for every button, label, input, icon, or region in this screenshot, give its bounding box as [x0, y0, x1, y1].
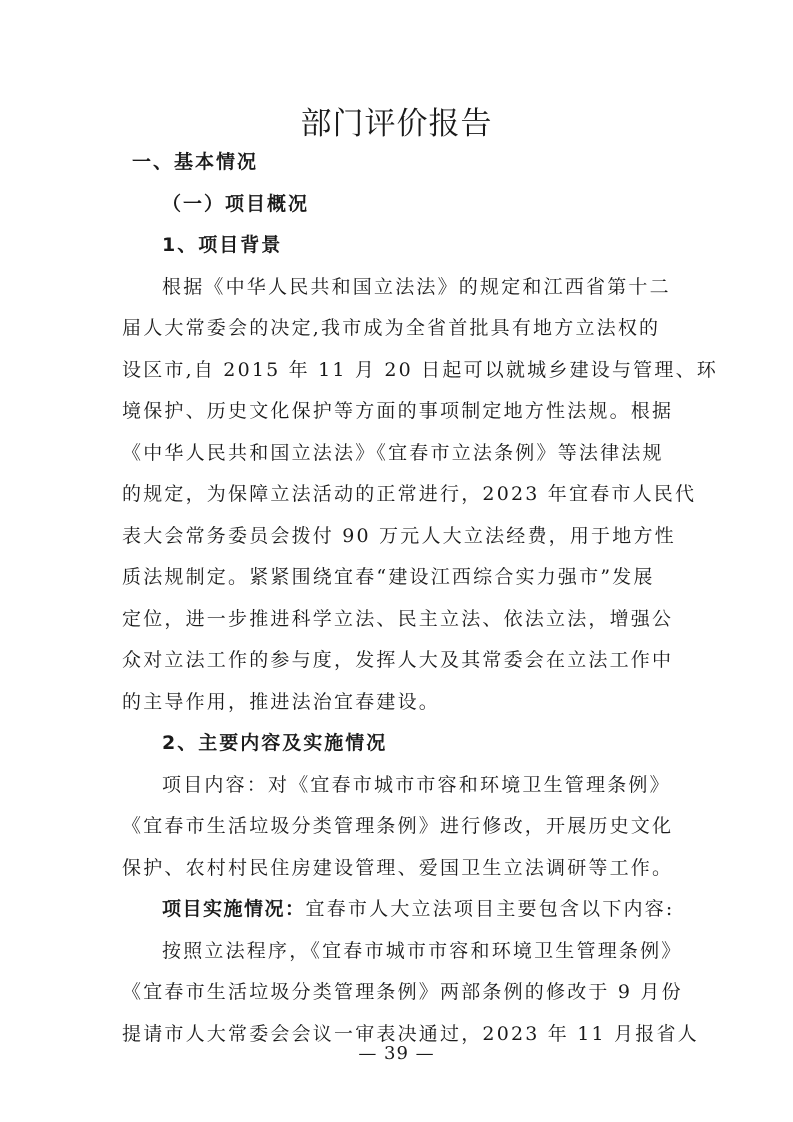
page-number: — 39 — [358, 1043, 435, 1064]
paragraph-line: 《宜春市生活垃圾分类管理条例》进行修改，开展历史文化 [122, 815, 674, 837]
paragraph-project-content [122, 765, 674, 890]
paragraph-implementation [122, 931, 699, 1056]
paragraph-line: 保护、农村村民住房建设管理、爱国卫生立法调研等工作。 [122, 856, 674, 879]
paragraph-line: 的主导作用，推进法治宜春建设。 [122, 690, 441, 713]
paragraph-line: 《中华人民共和国立法法》《宜春市立法条例》等法律法规 [122, 441, 664, 464]
subheading-content: 2、主要内容及实施情况 [162, 732, 388, 754]
paragraph-line: 提请市人大常委会会议一审表决通过，2023 年 11 月报省人 [122, 1022, 699, 1045]
paragraph-line: 众对立法工作的参与度，发挥人大及其常委会在立法工作中 [122, 649, 674, 671]
paragraph-line: 届人大常委会的决定,我市成为全省首批具有地方立法权的 [122, 317, 661, 339]
paragraph-line: 根据《中华人民共和国立法法》的规定和江西省第十二 [162, 275, 671, 298]
report-body [122, 142, 718, 1055]
paragraph-line: 《宜春市生活垃圾分类管理条例》两部条例的修改于 9 月份 [122, 981, 683, 1003]
paragraph-line: 定位，进一步推进科学立法、民主立法、依法立法，增强公 [122, 607, 674, 630]
paragraph-line: 按照立法程序，《宜春市城市市容和环境卫生管理条例》 [162, 939, 683, 962]
paragraph-background [122, 267, 718, 724]
paragraph-implementation-intro [122, 889, 674, 931]
implementation-lead-label: 项目实施情况： [162, 898, 306, 920]
implementation-lead-text: 宜春市人大立法项目主要包含以下内容: [305, 898, 675, 920]
paragraph-line: 质法规制定。紧紧围绕宜春“建设江西综合实力强市”发展 [122, 566, 655, 588]
report-title: 部门评价报告 [300, 106, 493, 142]
paragraph-line: 境保护、历史文化保护等方面的事项制定地方性法规。根据 [122, 400, 674, 422]
subsection-heading-overview: （一）项目概况 [162, 192, 310, 215]
section-heading-basic: 一、基本情况 [132, 151, 259, 173]
paragraph-line: 表大会常务委员会拨付 90 万元人大立法经费，用于地方性 [122, 524, 676, 547]
subheading-background: 1、项目背景 [162, 234, 283, 256]
paragraph-line: 项目内容：对《宜春市城市市容和环境卫生管理条例》 [162, 773, 671, 796]
paragraph-line: 设区市,自 2015 年 11 月 20 日起可以就城乡建设与管理、环 [122, 358, 718, 381]
paragraph-line: 的规定，为保障立法活动的正常进行，2023 年宜春市人民代 [122, 483, 697, 505]
